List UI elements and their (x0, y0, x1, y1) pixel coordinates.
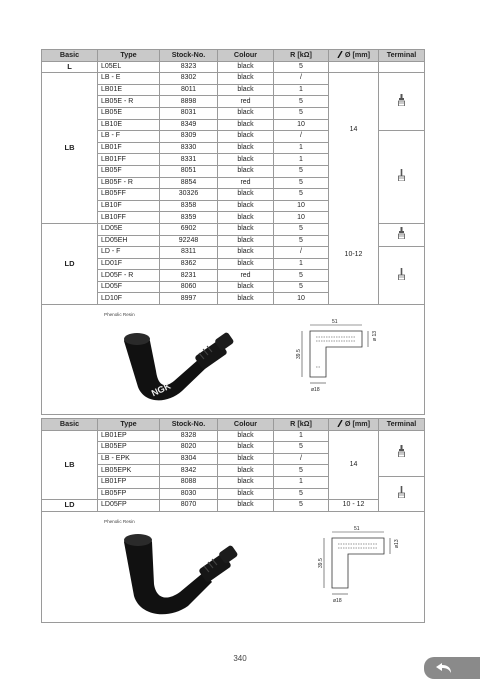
type-cell: LD10F (98, 293, 160, 305)
resistance-cell: 10 (274, 119, 329, 131)
type-cell: L05EL (98, 61, 160, 73)
resistance-cell: 5 (274, 488, 329, 500)
colour-cell: black (218, 293, 274, 305)
colour-cell: black (218, 223, 274, 235)
colour-cell: black (218, 476, 274, 488)
table-row (42, 430, 425, 442)
colour-cell: black (218, 453, 274, 465)
colour-cell: black (218, 61, 274, 73)
group-l: L (42, 61, 98, 73)
table-row (42, 500, 425, 512)
stock-cell: 8358 (160, 200, 218, 212)
resistance-cell: 10 (274, 200, 329, 212)
diameter-lb: 14 (349, 126, 358, 134)
stock-cell: 8304 (160, 453, 218, 465)
type-cell: LD05F (98, 281, 160, 293)
dim-height: 39.5 (318, 558, 324, 568)
header-diameter (329, 50, 379, 62)
type-cell: LB01E (98, 84, 160, 96)
stock-cell: 8309 (160, 131, 218, 143)
diameter-icon (337, 51, 343, 58)
dim-width: 51 (332, 319, 338, 326)
stock-cell: 8030 (160, 488, 218, 500)
terminal-cell (379, 131, 425, 224)
resistance-cell: 1 (274, 258, 329, 270)
header-row (42, 50, 425, 62)
type-cell: LB10E (98, 119, 160, 131)
diameter-lb: 14 (329, 430, 379, 500)
stock-cell: 8051 (160, 165, 218, 177)
type-cell: LB01FP (98, 476, 160, 488)
terminal-pin-icon (398, 486, 405, 498)
product-image-panel (42, 305, 425, 415)
resistance-cell: 10 (274, 293, 329, 305)
colour-cell: black (218, 247, 274, 259)
type-cell: LB05F - R (98, 177, 160, 189)
terminal-cell (379, 247, 425, 305)
material-caption: Phenolic Resin (104, 312, 135, 318)
header-stock: Stock-No. (160, 419, 218, 431)
diameter-ld: 10 - 12 (329, 500, 379, 512)
terminal-cell-l (379, 61, 425, 73)
terminal-pin-icon (398, 268, 405, 280)
resistance-cell: 10 (274, 212, 329, 224)
colour-cell: black (218, 235, 274, 247)
table-row (42, 73, 425, 85)
type-cell: LB10F (98, 200, 160, 212)
stock-cell: 8070 (160, 500, 218, 512)
colour-cell: red (218, 270, 274, 282)
cap-photo (104, 526, 244, 618)
header-diameter-label: Ø [mm] (344, 419, 371, 429)
resistance-cell: 5 (274, 500, 329, 512)
colour-cell: black (218, 154, 274, 166)
colour-cell: red (218, 177, 274, 189)
stock-cell: 8997 (160, 293, 218, 305)
stock-cell: 8311 (160, 247, 218, 259)
page-number: 340 (233, 654, 247, 663)
terminal-cell (379, 73, 425, 131)
type-cell: LB - E (98, 73, 160, 85)
colour-cell: black (218, 189, 274, 201)
ngk-logo: NGK (149, 380, 173, 399)
header-terminal: Terminal (379, 419, 425, 431)
type-cell: LB05FF (98, 189, 160, 201)
colour-cell: black (218, 131, 274, 143)
dim-diameter-1: ø 13 (372, 331, 378, 342)
diameter-cell-lb-ld (329, 73, 379, 305)
type-cell: LB05EPK (98, 465, 160, 477)
resistance-cell: 1 (274, 142, 329, 154)
type-cell: LB05EP (98, 442, 160, 454)
back-button[interactable] (424, 657, 480, 679)
table-row (42, 61, 425, 73)
resistance-cell: 5 (274, 61, 329, 73)
resistance-cell: 5 (274, 96, 329, 108)
stock-cell: 30326 (160, 189, 218, 201)
header-terminal: Terminal (379, 50, 425, 62)
group-lb: LB (42, 430, 98, 500)
resistance-cell: 1 (274, 154, 329, 166)
type-cell: LB - F (98, 131, 160, 143)
type-cell: LD05EH (98, 235, 160, 247)
stock-cell: 8031 (160, 107, 218, 119)
colour-cell: black (218, 119, 274, 131)
cap-table-1 (41, 49, 425, 415)
terminal-cell (379, 223, 425, 246)
resistance-cell: 5 (274, 270, 329, 282)
stock-cell: 8328 (160, 430, 218, 442)
type-cell: LB01FF (98, 154, 160, 166)
header-type: Type (98, 50, 160, 62)
colour-cell: black (218, 465, 274, 477)
dim-width: 51 (354, 525, 360, 532)
product-image-panel (42, 511, 425, 622)
header-basic: Basic (42, 419, 98, 431)
diameter-icon (337, 420, 343, 427)
terminal-nut-icon (398, 227, 405, 239)
cap-table-2 (41, 418, 425, 623)
stock-cell: 8060 (160, 281, 218, 293)
stock-cell: 8359 (160, 212, 218, 224)
colour-cell: black (218, 281, 274, 293)
resistance-cell: 1 (274, 84, 329, 96)
image-row (42, 305, 425, 415)
type-cell: LB05FP (98, 488, 160, 500)
resistance-cell: 5 (274, 177, 329, 189)
resistance-cell: 5 (274, 189, 329, 201)
header-resistance: R [kΩ] (274, 419, 329, 431)
colour-cell: black (218, 73, 274, 85)
type-cell: LB01F (98, 142, 160, 154)
resistance-cell: 1 (274, 476, 329, 488)
stock-cell: 8349 (160, 119, 218, 131)
colour-cell: black (218, 200, 274, 212)
header-diameter (329, 419, 379, 431)
dimension-drawing (280, 317, 400, 407)
type-cell: LD01F (98, 258, 160, 270)
terminal-nut-icon (398, 94, 405, 106)
stock-cell: 8020 (160, 442, 218, 454)
stock-cell: 8362 (160, 258, 218, 270)
type-cell: LB05F (98, 165, 160, 177)
terminal-pin-icon (398, 169, 405, 181)
header-resistance: R [kΩ] (274, 50, 329, 62)
resistance-cell: 5 (274, 235, 329, 247)
type-cell: LB01EP (98, 430, 160, 442)
header-row (42, 419, 425, 431)
stock-cell: 8302 (160, 73, 218, 85)
resistance-cell: 5 (274, 281, 329, 293)
dim-diameter-1: ø13 (394, 539, 400, 548)
type-cell: LB05E - R (98, 96, 160, 108)
colour-cell: red (218, 96, 274, 108)
header-type: Type (98, 419, 160, 431)
stock-cell: 8231 (160, 270, 218, 282)
type-cell: LB05E (98, 107, 160, 119)
terminal-cell (379, 430, 425, 476)
stock-cell: 6902 (160, 223, 218, 235)
stock-cell: 8854 (160, 177, 218, 189)
type-cell: LB - EPK (98, 453, 160, 465)
colour-cell: black (218, 212, 274, 224)
resistance-cell: / (274, 131, 329, 143)
stock-cell: 8331 (160, 154, 218, 166)
stock-cell: 8342 (160, 465, 218, 477)
colour-cell: black (218, 430, 274, 442)
image-row (42, 511, 425, 622)
stock-cell: 8323 (160, 61, 218, 73)
group-ld: LD (42, 500, 98, 512)
type-cell: LD - F (98, 247, 160, 259)
resistance-cell: 5 (274, 465, 329, 477)
cap-photo (104, 319, 244, 409)
resistance-cell: / (274, 453, 329, 465)
return-arrow-icon (434, 661, 454, 675)
colour-cell: black (218, 165, 274, 177)
resistance-cell: 5 (274, 107, 329, 119)
resistance-cell: 5 (274, 223, 329, 235)
colour-cell: black (218, 500, 274, 512)
stock-cell: 8088 (160, 476, 218, 488)
type-cell: LD05F - R (98, 270, 160, 282)
diameter-ld: 10-12 (344, 251, 363, 259)
header-diameter-label: Ø [mm] (344, 50, 371, 60)
type-cell: LB10FF (98, 212, 160, 224)
diameter-cell-l (329, 61, 379, 73)
header-colour: Colour (218, 50, 274, 62)
dim-height: 39.5 (296, 349, 302, 360)
colour-cell: black (218, 142, 274, 154)
resistance-cell: 5 (274, 442, 329, 454)
resistance-cell: 1 (274, 430, 329, 442)
colour-cell: black (218, 258, 274, 270)
type-cell: LD05FP (98, 500, 160, 512)
header-colour: Colour (218, 419, 274, 431)
colour-cell: black (218, 84, 274, 96)
header-basic: Basic (42, 50, 98, 62)
colour-cell: black (218, 488, 274, 500)
colour-cell: black (218, 107, 274, 119)
group-ld: LD (42, 223, 98, 304)
terminal-nut-icon (398, 445, 405, 457)
resistance-cell: 5 (274, 165, 329, 177)
dim-diameter-2: ø18 (333, 597, 342, 604)
group-lb: LB (42, 73, 98, 224)
stock-cell: 92248 (160, 235, 218, 247)
stock-cell: 8898 (160, 96, 218, 108)
resistance-cell: / (274, 73, 329, 85)
type-cell: LD05E (98, 223, 160, 235)
stock-cell: 8330 (160, 142, 218, 154)
header-stock: Stock-No. (160, 50, 218, 62)
colour-cell: black (218, 442, 274, 454)
terminal-cell (379, 476, 425, 511)
dim-diameter-2: ø18 (311, 387, 320, 394)
dimension-drawing (302, 524, 422, 616)
material-caption: Phenolic Resin (104, 518, 135, 524)
resistance-cell: / (274, 247, 329, 259)
stock-cell: 8011 (160, 84, 218, 96)
